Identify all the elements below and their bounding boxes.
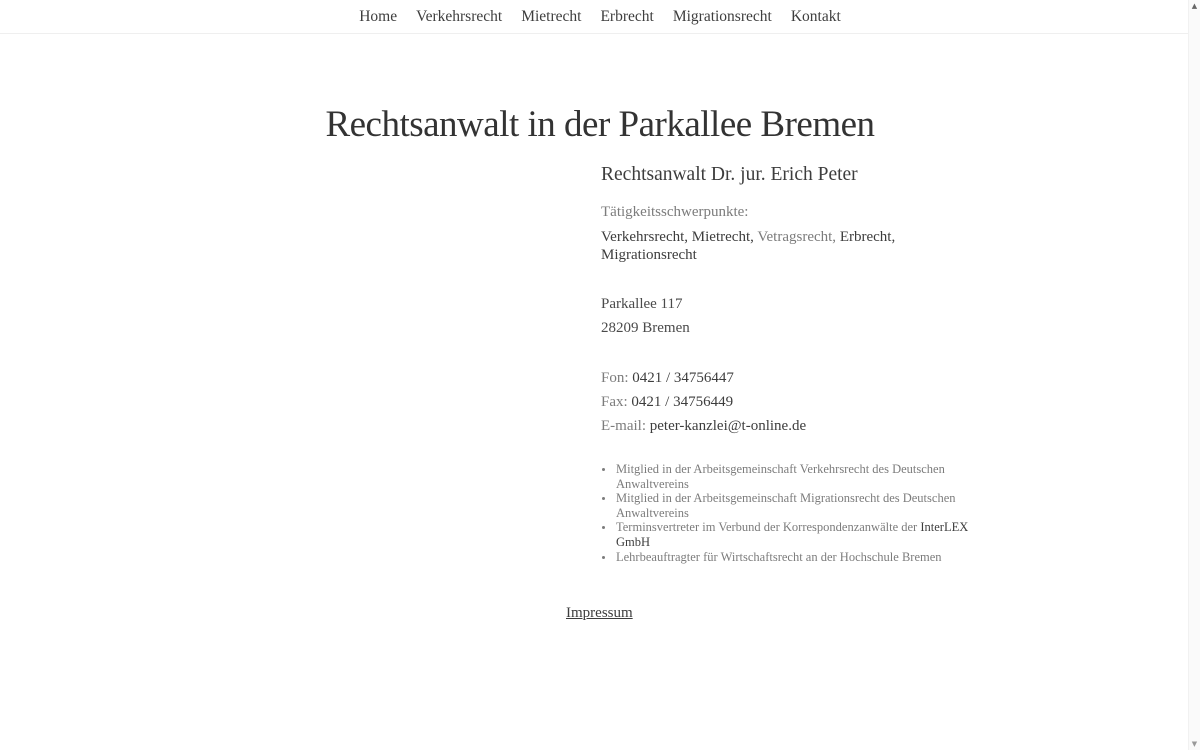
page-title: Rechtsanwalt in der Parkallee Bremen	[325, 104, 875, 145]
focus-areas-label: Tätigkeitsschwerpunkte:	[601, 203, 749, 220]
nav-list	[359, 8, 841, 26]
phone-number-link[interactable]: 0421 / 34756447	[632, 369, 734, 386]
fax-label: Fax:	[601, 393, 632, 410]
phone-label: Fon:	[601, 369, 633, 386]
area-link-erbrecht[interactable]: Erbrecht,	[839, 228, 896, 245]
lawyer-profile	[566, 163, 969, 623]
area-link-verkehrsrecht[interactable]: Verkehrsrecht,	[601, 228, 692, 245]
membership-interlex-text: Terminsvertreter im Verbund der Korrespondenzanwälte der	[616, 520, 921, 535]
nav-item-home	[359, 8, 397, 26]
fax-line	[601, 393, 941, 411]
vertical-scrollbar[interactable]	[1188, 0, 1200, 750]
nav-link-mietrecht[interactable]: Mietrecht	[521, 7, 582, 25]
fax-number-link[interactable]: 0421 / 34756449	[631, 393, 734, 410]
nav-item-erbrecht	[600, 8, 653, 26]
nav-link-erbrecht[interactable]: Erbrecht	[600, 7, 654, 25]
interlex-link[interactable]: InterLEX GmbH	[616, 520, 969, 549]
scrollbar-down-icon[interactable]: ▼	[1191, 740, 1198, 748]
nav-item-verkehrsrecht	[416, 8, 502, 26]
main-content	[0, 104, 1200, 622]
membership-item-interlex	[615, 520, 971, 549]
membership-item-hochschule: • Lehrbeauftragter für Wirtschaftsrecht an der Hochschule Bremen	[615, 550, 971, 565]
impressum-link[interactable]: Impressum	[566, 605, 633, 622]
area-link-mietrecht[interactable]: Mietrecht,	[691, 228, 758, 245]
membership-item-verkehrsrecht: • Mitglied in der Arbeitsgemeinschaft Verkehrsrecht des Deutschen Anwaltvereins	[615, 462, 971, 491]
address-street: Parkallee 117	[601, 295, 683, 312]
phone-line	[601, 369, 941, 387]
scrollbar-up-icon[interactable]: ▲	[1191, 2, 1198, 10]
top-navigation	[0, 0, 1200, 34]
impressum-line	[566, 604, 941, 622]
nav-item-mietrecht	[521, 8, 581, 26]
nav-link-home[interactable]: Home	[359, 7, 398, 25]
nav-item-migrationsrecht	[673, 8, 772, 26]
area-link-migrationsrecht[interactable]: Migrationsrecht	[601, 246, 697, 263]
email-address-link[interactable]: peter-kanzlei@t-online.de	[649, 417, 807, 434]
nav-link-kontakt[interactable]: Kontakt	[790, 7, 841, 25]
nav-item-kontakt	[791, 8, 841, 26]
lawyer-name: Rechtsanwalt Dr. jur. Erich Peter	[601, 163, 858, 185]
email-line	[601, 417, 941, 435]
nav-link-migrationsrecht[interactable]: Migrationsrecht	[672, 7, 772, 25]
focus-areas-list	[601, 228, 941, 264]
memberships-list	[601, 462, 971, 564]
address-city: 28209 Bremen	[601, 319, 690, 336]
email-label: E-mail:	[601, 417, 650, 434]
area-text-vetragsrecht: Vetragsrecht,	[757, 228, 840, 245]
membership-item-migrationsrecht: • Mitglied in der Arbeitsgemeinschaft Migrationsrecht des Deutschen Anwaltvereins	[615, 491, 971, 520]
nav-link-verkehrsrecht[interactable]: Verkehrsrecht	[416, 7, 503, 25]
